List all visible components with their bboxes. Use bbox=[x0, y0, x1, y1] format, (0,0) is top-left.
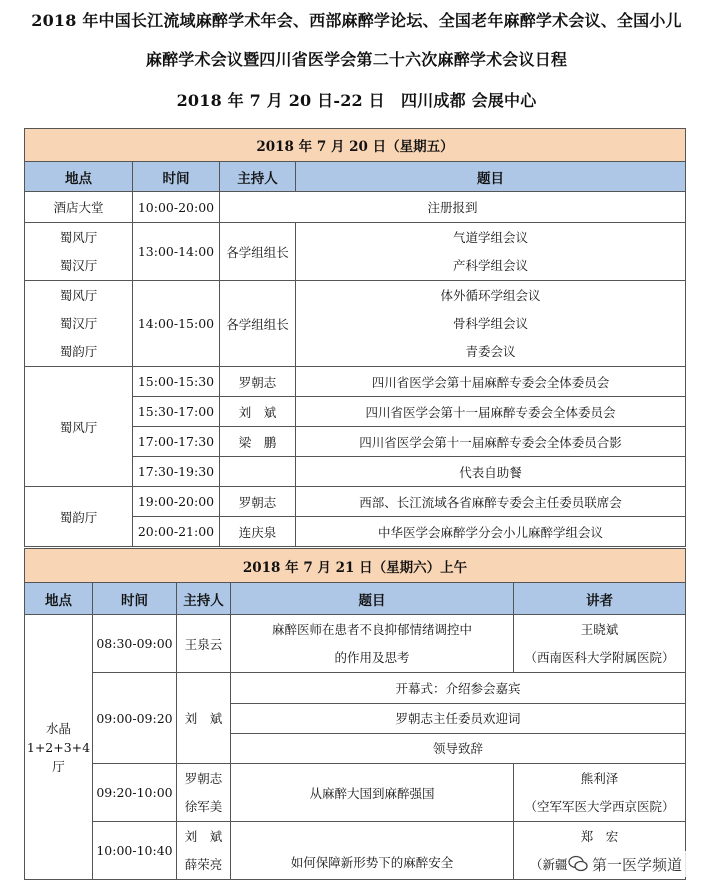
place-cell bbox=[25, 281, 133, 367]
place-cell bbox=[25, 223, 133, 281]
time-cell: 10:00-10:40 bbox=[93, 822, 177, 880]
table-row bbox=[25, 673, 686, 764]
host-cell: 罗朝志 bbox=[220, 367, 296, 397]
host-cell: 连庆泉 bbox=[220, 517, 296, 547]
topic-cell: 四川省医学会第十一届麻醉专委会全体委员会 bbox=[296, 397, 686, 427]
topic-cell bbox=[296, 281, 686, 367]
day1-date-header: 2018 年 7 月 20 日（星期五） bbox=[25, 129, 686, 162]
topic-line: 麻醉医师在患者不良抑郁情绪调控中 bbox=[271, 621, 472, 637]
speaker-cell bbox=[514, 615, 686, 673]
place-cell: 蜀韵厅 bbox=[25, 487, 133, 547]
table-row bbox=[25, 487, 686, 517]
topic-line: 骨科学组会议 bbox=[453, 315, 529, 331]
agenda-item: 领导致辞 bbox=[433, 740, 484, 756]
column-header-place: 地点 bbox=[25, 583, 93, 615]
topic-line: 产科学组会议 bbox=[453, 257, 529, 273]
channel-watermark bbox=[568, 851, 708, 877]
place-line: 蜀风厅 bbox=[59, 229, 98, 245]
place-line: 蜀风厅 bbox=[59, 287, 98, 303]
speaker-name: 王晓斌 bbox=[580, 621, 619, 637]
time-cell: 17:00-17:30 bbox=[133, 427, 220, 457]
host-cell bbox=[177, 822, 231, 880]
column-header-topic: 题目 bbox=[231, 583, 514, 615]
table-row bbox=[25, 367, 686, 397]
place-line: 水晶 bbox=[45, 720, 71, 736]
host-cell: 梁 鹏 bbox=[220, 427, 296, 457]
place-line: 蜀汉厅 bbox=[59, 315, 98, 331]
chat-bubble-icon bbox=[568, 855, 588, 873]
time-cell: 08:30-09:00 bbox=[93, 615, 177, 673]
speaker-cell bbox=[514, 764, 686, 822]
day1-schedule-table bbox=[24, 128, 686, 547]
time-cell: 20:00-21:00 bbox=[133, 517, 220, 547]
table-row bbox=[25, 764, 686, 822]
page-title-line-1: 2018 年中国长江流域麻醉学术年会、西部麻醉学论坛、全国老年麻醉学术会议、全国小儿 bbox=[31, 11, 682, 30]
column-header-place: 地点 bbox=[25, 162, 133, 192]
agenda-item: 开幕式：介绍参会嘉宾 bbox=[231, 674, 685, 704]
speaker-affiliation: （西南医科大学附属医院） bbox=[524, 649, 675, 665]
time-cell: 10:00-20:00 bbox=[133, 192, 220, 223]
place-line: 厅 bbox=[52, 758, 65, 774]
host-cell: 各学组组长 bbox=[220, 223, 296, 281]
time-cell: 09:20-10:00 bbox=[93, 764, 177, 822]
column-header-time: 时间 bbox=[133, 162, 220, 192]
day2-date-header: 2018 年 7 月 21 日（星期六）上午 bbox=[25, 549, 686, 583]
host-cell bbox=[177, 764, 231, 822]
host-line: 罗朝志 bbox=[184, 770, 223, 786]
table-row bbox=[25, 615, 686, 673]
topic-line: 气道学组会议 bbox=[453, 229, 529, 245]
column-header-topic: 题目 bbox=[296, 162, 686, 192]
place-line: 蜀汉厅 bbox=[59, 257, 98, 273]
agenda-item: 罗朝志主任委员欢迎词 bbox=[231, 704, 685, 734]
topic-cell: 西部、长江流域各省麻醉专委会主任委员联席会 bbox=[296, 487, 686, 517]
time-cell: 17:30-19:30 bbox=[133, 457, 220, 487]
topic-line: 青委会议 bbox=[465, 343, 516, 359]
page-subtitle-date-venue: 2018 年 7 月 20 日-22 日 四川成都 会展中心 bbox=[176, 91, 537, 110]
time-cell: 19:00-20:00 bbox=[133, 487, 220, 517]
host-line: 刘 斌 bbox=[184, 828, 223, 844]
host-cell: 刘 斌 bbox=[220, 397, 296, 427]
column-header-host: 主持人 bbox=[220, 162, 296, 192]
table-row bbox=[25, 223, 686, 281]
topic-cell: 中华医学会麻醉学分会小儿麻醉学组会议 bbox=[296, 517, 686, 547]
time-cell: 15:30-17:00 bbox=[133, 397, 220, 427]
topic-line: 的作用及思考 bbox=[334, 649, 410, 665]
time-cell: 14:00-15:00 bbox=[133, 281, 220, 367]
topic-cell: 注册报到 bbox=[220, 192, 686, 223]
topic-cell: 四川省医学会第十一届麻醉专委会全体委员合影 bbox=[296, 427, 686, 457]
opening-ceremony-cell bbox=[231, 673, 686, 764]
place-cell: 酒店大堂 bbox=[25, 192, 133, 223]
host-cell: 刘 斌 bbox=[177, 673, 231, 764]
speaker-name: 郑 宏 bbox=[580, 828, 619, 844]
place-cell bbox=[25, 615, 93, 880]
speaker-affiliation: （空军军医大学西京医院） bbox=[524, 798, 675, 814]
topic-cell: 四川省医学会第十届麻醉专委会全体委员会 bbox=[296, 367, 686, 397]
topic-cell bbox=[296, 223, 686, 281]
speaker-name: 熊利泽 bbox=[580, 770, 619, 786]
time-cell: 15:00-15:30 bbox=[133, 367, 220, 397]
host-cell bbox=[220, 457, 296, 487]
topic-cell: 从麻醉大国到麻醉强国 bbox=[231, 764, 514, 822]
column-header-time: 时间 bbox=[93, 583, 177, 615]
watermark-text: 第一医学频道 bbox=[592, 855, 683, 874]
host-cell: 各学组组长 bbox=[220, 281, 296, 367]
table-row bbox=[25, 192, 686, 223]
place-line: 1+2+3+4 bbox=[26, 739, 91, 755]
topic-cell: 如何保障新形势下的麻醉安全 bbox=[231, 822, 514, 880]
page-title-line-2: 麻醉学术会议暨四川省医学会第二十六次麻醉学术会议日程 bbox=[145, 50, 568, 69]
host-line: 徐军美 bbox=[184, 798, 223, 814]
time-cell: 09:00-09:20 bbox=[93, 673, 177, 764]
host-cell: 王泉云 bbox=[177, 615, 231, 673]
day2-schedule-table bbox=[24, 548, 686, 880]
speaker-affiliation: （新疆 bbox=[530, 856, 568, 872]
column-header-host: 主持人 bbox=[177, 583, 231, 615]
time-cell: 13:00-14:00 bbox=[133, 223, 220, 281]
host-cell: 罗朝志 bbox=[220, 487, 296, 517]
topic-line: 体外循环学组会议 bbox=[440, 287, 541, 303]
place-cell: 蜀风厅 bbox=[25, 367, 133, 487]
column-header-speaker: 讲者 bbox=[514, 583, 686, 615]
topic-cell: 代表自助餐 bbox=[296, 457, 686, 487]
table-row bbox=[25, 281, 686, 367]
place-line: 蜀韵厅 bbox=[59, 343, 98, 359]
topic-cell bbox=[231, 615, 514, 673]
host-line: 薛荣亮 bbox=[184, 856, 223, 872]
